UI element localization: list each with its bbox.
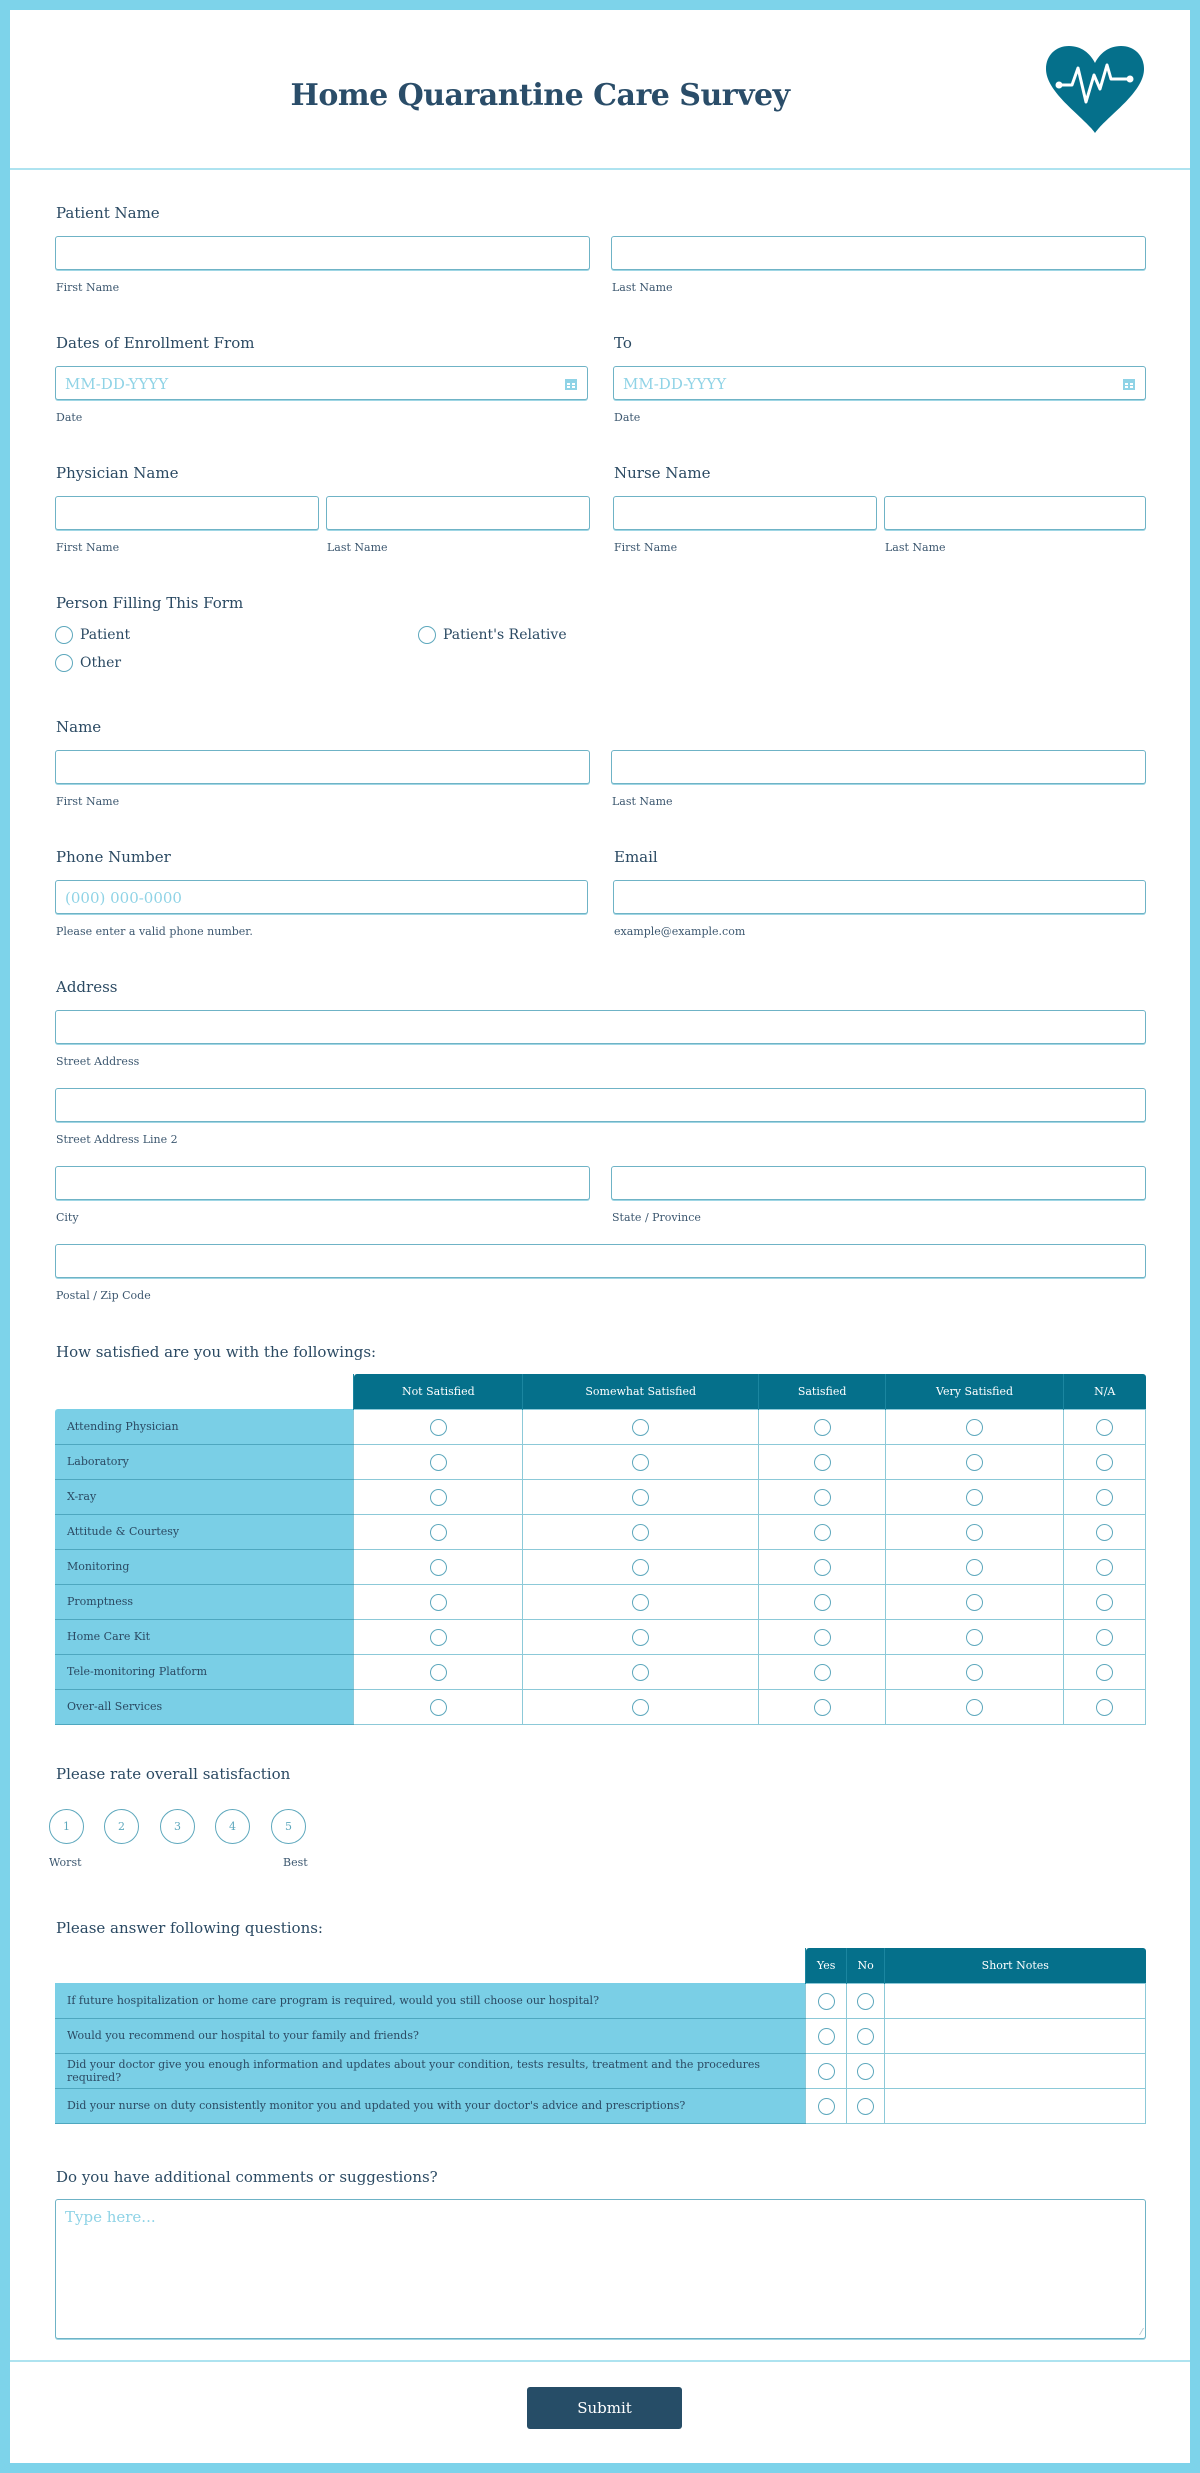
matrix-radio[interactable] (430, 1454, 447, 1471)
matrix-radio[interactable] (632, 1594, 649, 1611)
matrix-row (55, 1689, 1146, 1724)
rating-low-label: Worst (49, 1856, 82, 1869)
matrix-cell (523, 1549, 759, 1584)
matrix-radio[interactable] (1096, 1489, 1113, 1506)
matrix-cell (523, 1444, 759, 1479)
question-radio-no[interactable] (857, 2028, 874, 2045)
matrix-cell (1063, 1479, 1145, 1514)
nurse-last-name-sublabel: Last Name (885, 541, 946, 554)
matrix-cell (354, 1409, 523, 1444)
postal-code-sublabel: Postal / Zip Code (56, 1289, 151, 1302)
date-placeholder: MM-DD-YYYY (623, 375, 727, 393)
matrix-row-label: Attending Physician (55, 1409, 354, 1444)
footer-divider (10, 2360, 1190, 2362)
matrix-radio[interactable] (1096, 1419, 1113, 1436)
matrix-cell (1063, 1409, 1145, 1444)
matrix-radio[interactable] (966, 1699, 983, 1716)
matrix-cell (759, 1549, 886, 1584)
matrix-cell (1063, 1549, 1145, 1584)
question-cell-yes (806, 2018, 847, 2053)
header-divider (10, 168, 1190, 170)
phone-placeholder: (000) 000-0000 (65, 889, 182, 907)
question-radio-yes[interactable] (818, 2028, 835, 2045)
matrix-row-label: X-ray (55, 1479, 354, 1514)
matrix-col-header: Somewhat Satisfied (523, 1374, 759, 1409)
person-filling-label: Person Filling This Form (56, 594, 244, 612)
matrix-radio[interactable] (632, 1559, 649, 1576)
satisfaction-label: How satisfied are you with the followings: (56, 1343, 377, 1361)
matrix-cell (1063, 1444, 1145, 1479)
matrix-cell (523, 1689, 759, 1724)
matrix-cell (523, 1409, 759, 1444)
comments-placeholder: Type here... (65, 2208, 156, 2226)
rating-high-label: Best (283, 1856, 308, 1869)
question-text: If future hospitalization or home care program is required, would you still choose our hospital? (55, 1983, 806, 2018)
satisfaction-matrix (55, 1374, 1146, 1725)
matrix-radio[interactable] (1096, 1454, 1113, 1471)
question-row (55, 2018, 1146, 2053)
matrix-radio[interactable] (966, 1489, 983, 1506)
physician-first-name-sublabel: First Name (56, 541, 120, 554)
enrollment-from-date-input[interactable] (55, 366, 588, 400)
short-notes-input[interactable] (885, 1983, 1146, 2018)
short-notes-input[interactable] (885, 2018, 1146, 2053)
street-address-sublabel: Street Address (56, 1055, 140, 1068)
matrix-row (55, 1409, 1146, 1444)
matrix-cell (759, 1654, 886, 1689)
patient-first-name-sublabel: First Name (56, 281, 120, 294)
nurse-name-label: Nurse Name (614, 464, 711, 482)
matrix-row (55, 1549, 1146, 1584)
street-address-line2-input[interactable] (55, 1088, 1146, 1122)
matrix-col-header: Very Satisfied (886, 1374, 1064, 1409)
matrix-cell (354, 1479, 523, 1514)
matrix-radio[interactable] (632, 1664, 649, 1681)
questions-label: Please answer following questions: (56, 1919, 323, 1937)
question-text: Did your nurse on duty consistently monitor you and updated you with your doctor's advice and prescriptions? (55, 2088, 806, 2123)
matrix-radio[interactable] (814, 1699, 831, 1716)
matrix-cell (354, 1654, 523, 1689)
matrix-radio[interactable] (1096, 1664, 1113, 1681)
matrix-row-label: Promptness (55, 1584, 354, 1619)
matrix-radio[interactable] (966, 1559, 983, 1576)
matrix-row-label: Tele-monitoring Platform (55, 1654, 354, 1689)
matrix-radio[interactable] (814, 1594, 831, 1611)
matrix-radio[interactable] (632, 1454, 649, 1471)
enrollment-to-label: To (614, 334, 632, 352)
matrix-radio[interactable] (430, 1699, 447, 1716)
phone-input[interactable] (55, 880, 588, 914)
question-row (55, 1983, 1146, 2018)
matrix-cell (886, 1689, 1064, 1724)
matrix-radio[interactable] (814, 1454, 831, 1471)
matrix-radio[interactable] (966, 1524, 983, 1541)
comments-label: Do you have additional comments or suggestions? (56, 2168, 438, 2186)
form-page (10, 10, 1190, 2463)
matrix-col-header: Not Satisfied (354, 1374, 523, 1409)
matrix-radio[interactable] (966, 1419, 983, 1436)
question-cell-no (847, 2053, 885, 2088)
name-label: Name (56, 718, 102, 736)
matrix-radio[interactable] (1096, 1524, 1113, 1541)
question-cell-no (847, 2088, 885, 2123)
matrix-radio[interactable] (1096, 1699, 1113, 1716)
physician-last-name-sublabel: Last Name (327, 541, 388, 554)
matrix-radio[interactable] (814, 1489, 831, 1506)
city-sublabel: City (56, 1211, 79, 1224)
radio-other-label[interactable]: Other (80, 655, 122, 671)
matrix-radio[interactable] (632, 1629, 649, 1646)
matrix-cell (1063, 1514, 1145, 1549)
patient-last-name-sublabel: Last Name (612, 281, 673, 294)
matrix-row (55, 1514, 1146, 1549)
matrix-cell (759, 1444, 886, 1479)
question-cell-yes (806, 2088, 847, 2123)
matrix-row (55, 1479, 1146, 1514)
matrix-cell (886, 1479, 1064, 1514)
matrix-cell (886, 1444, 1064, 1479)
question-radio-yes[interactable] (818, 2098, 835, 2115)
question-text: Did your doctor give you enough information and updates about your condition, tests results, treatment and the procedures required? (55, 2053, 806, 2088)
rating-label: Please rate overall satisfaction (56, 1765, 291, 1783)
matrix-radio[interactable] (430, 1419, 447, 1436)
last-name-input[interactable] (611, 750, 1146, 784)
enrollment-to-sublabel: Date (614, 411, 641, 424)
enrollment-from-sublabel: Date (56, 411, 83, 424)
matrix-col-header: Satisfied (759, 1374, 886, 1409)
question-radio-no[interactable] (857, 2063, 874, 2080)
calendar-icon[interactable] (565, 378, 577, 390)
matrix-cell (523, 1479, 759, 1514)
nurse-first-name-sublabel: First Name (614, 541, 678, 554)
matrix-cell (759, 1689, 886, 1724)
matrix-col-header: No (847, 1948, 885, 1983)
matrix-radio[interactable] (966, 1664, 983, 1681)
radio-patient[interactable] (55, 626, 73, 644)
matrix-cell (523, 1584, 759, 1619)
radio-patients-relative-label[interactable]: Patient's Relative (443, 627, 567, 643)
matrix-row-label: Laboratory (55, 1444, 354, 1479)
matrix-radio[interactable] (814, 1629, 831, 1646)
matrix-row-label: Attitude & Courtesy (55, 1514, 354, 1549)
heart-pulse-icon (1044, 45, 1146, 135)
matrix-cell (886, 1654, 1064, 1689)
question-cell-yes (806, 1983, 847, 2018)
question-radio-no[interactable] (857, 1993, 874, 2010)
first-name-sublabel: First Name (56, 795, 120, 808)
phone-sublabel: Please enter a valid phone number. (56, 925, 253, 938)
matrix-col-header: N/A (1063, 1374, 1145, 1409)
question-row (55, 2088, 1146, 2123)
matrix-cell (523, 1654, 759, 1689)
matrix-row-label: Home Care Kit (55, 1619, 354, 1654)
matrix-cell (523, 1514, 759, 1549)
first-name-input[interactable] (55, 750, 590, 784)
matrix-cell (759, 1514, 886, 1549)
matrix-radio[interactable] (430, 1524, 447, 1541)
matrix-col-header: Short Notes (885, 1948, 1146, 1983)
matrix-cell (886, 1549, 1064, 1584)
patient-first-name-input[interactable] (55, 236, 590, 270)
matrix-row-label: Monitoring (55, 1549, 354, 1584)
matrix-radio[interactable] (430, 1629, 447, 1646)
question-cell-yes (806, 2053, 847, 2088)
enrollment-to-date-input[interactable] (613, 366, 1146, 400)
matrix-cell (354, 1584, 523, 1619)
question-cell-no (847, 2018, 885, 2053)
matrix-cell (1063, 1689, 1145, 1724)
state-province-input[interactable] (611, 1166, 1146, 1200)
matrix-row (55, 1584, 1146, 1619)
matrix-cell (759, 1619, 886, 1654)
question-radio-yes[interactable] (818, 1993, 835, 2010)
matrix-radio[interactable] (1096, 1629, 1113, 1646)
email-input[interactable] (613, 880, 1146, 914)
matrix-radio[interactable] (430, 1489, 447, 1506)
last-name-sublabel: Last Name (612, 795, 673, 808)
matrix-cell (886, 1619, 1064, 1654)
matrix-radio[interactable] (814, 1664, 831, 1681)
matrix-radio[interactable] (430, 1594, 447, 1611)
matrix-radio[interactable] (632, 1524, 649, 1541)
matrix-radio[interactable] (1096, 1559, 1113, 1576)
matrix-cell (354, 1689, 523, 1724)
matrix-cell (759, 1479, 886, 1514)
rating-option-2[interactable]: 2 (104, 1809, 139, 1844)
radio-patients-relative[interactable] (418, 626, 436, 644)
matrix-cell (759, 1409, 886, 1444)
rating-option-5[interactable]: 5 (271, 1809, 306, 1844)
rating-option-3[interactable]: 3 (160, 1809, 195, 1844)
matrix-radio[interactable] (966, 1454, 983, 1471)
comments-textarea[interactable] (55, 2199, 1146, 2339)
short-notes-input[interactable] (885, 2053, 1146, 2088)
physician-name-label: Physician Name (56, 464, 179, 482)
address-label: Address (56, 978, 118, 996)
email-sublabel: example@example.com (614, 925, 746, 938)
matrix-radio[interactable] (632, 1419, 649, 1436)
page-title: Home Quarantine Care Survey (290, 78, 790, 113)
question-text: Would you recommend our hospital to your family and friends? (55, 2018, 806, 2053)
matrix-cell (354, 1549, 523, 1584)
street-address-line2-sublabel: Street Address Line 2 (56, 1133, 178, 1146)
radio-patient-label[interactable]: Patient (80, 627, 131, 643)
short-notes-input[interactable] (885, 2088, 1146, 2123)
matrix-cell (886, 1514, 1064, 1549)
matrix-cell (1063, 1584, 1145, 1619)
phone-label: Phone Number (56, 848, 171, 866)
matrix-radio[interactable] (814, 1559, 831, 1576)
matrix-row (55, 1444, 1146, 1479)
city-input[interactable] (55, 1166, 590, 1200)
matrix-radio[interactable] (814, 1419, 831, 1436)
resize-handle-icon[interactable] (1133, 2328, 1144, 2335)
postal-code-input[interactable] (55, 1244, 1146, 1278)
matrix-cell (354, 1444, 523, 1479)
question-radio-no[interactable] (857, 2098, 874, 2115)
matrix-cell (523, 1619, 759, 1654)
nurse-last-name-input[interactable] (884, 496, 1146, 530)
matrix-radio[interactable] (632, 1489, 649, 1506)
matrix-row (55, 1619, 1146, 1654)
matrix-cell (886, 1584, 1064, 1619)
matrix-col-header: Yes (806, 1948, 847, 1983)
enrollment-from-label: Dates of Enrollment From (56, 334, 255, 352)
patient-name-label: Patient Name (56, 204, 160, 222)
matrix-radio[interactable] (1096, 1594, 1113, 1611)
matrix-radio[interactable] (814, 1524, 831, 1541)
matrix-cell (1063, 1619, 1145, 1654)
matrix-corner (55, 1374, 354, 1409)
question-cell-no (847, 1983, 885, 2018)
matrix-cell (354, 1514, 523, 1549)
matrix-radio[interactable] (966, 1629, 983, 1646)
questions-matrix (55, 1948, 1146, 2124)
rating-option-4[interactable]: 4 (215, 1809, 250, 1844)
physician-last-name-input[interactable] (326, 496, 590, 530)
nurse-first-name-input[interactable] (613, 496, 877, 530)
matrix-radio[interactable] (632, 1699, 649, 1716)
submit-button[interactable]: Submit (527, 2387, 682, 2429)
rating-option-1[interactable]: 1 (49, 1809, 84, 1844)
matrix-corner (55, 1948, 806, 1983)
calendar-icon[interactable] (1123, 378, 1135, 390)
street-address-input[interactable] (55, 1010, 1146, 1044)
matrix-radio[interactable] (430, 1559, 447, 1576)
question-radio-yes[interactable] (818, 2063, 835, 2080)
matrix-cell (759, 1584, 886, 1619)
matrix-radio[interactable] (430, 1664, 447, 1681)
email-label: Email (614, 848, 658, 866)
matrix-radio[interactable] (966, 1594, 983, 1611)
physician-first-name-input[interactable] (55, 496, 319, 530)
radio-other[interactable] (55, 654, 73, 672)
matrix-cell (886, 1409, 1064, 1444)
question-row (55, 2053, 1146, 2088)
matrix-cell (354, 1619, 523, 1654)
matrix-row (55, 1654, 1146, 1689)
patient-last-name-input[interactable] (611, 236, 1146, 270)
matrix-cell (1063, 1654, 1145, 1689)
matrix-row-label: Over-all Services (55, 1689, 354, 1724)
date-placeholder: MM-DD-YYYY (65, 375, 169, 393)
state-province-sublabel: State / Province (612, 1211, 701, 1224)
